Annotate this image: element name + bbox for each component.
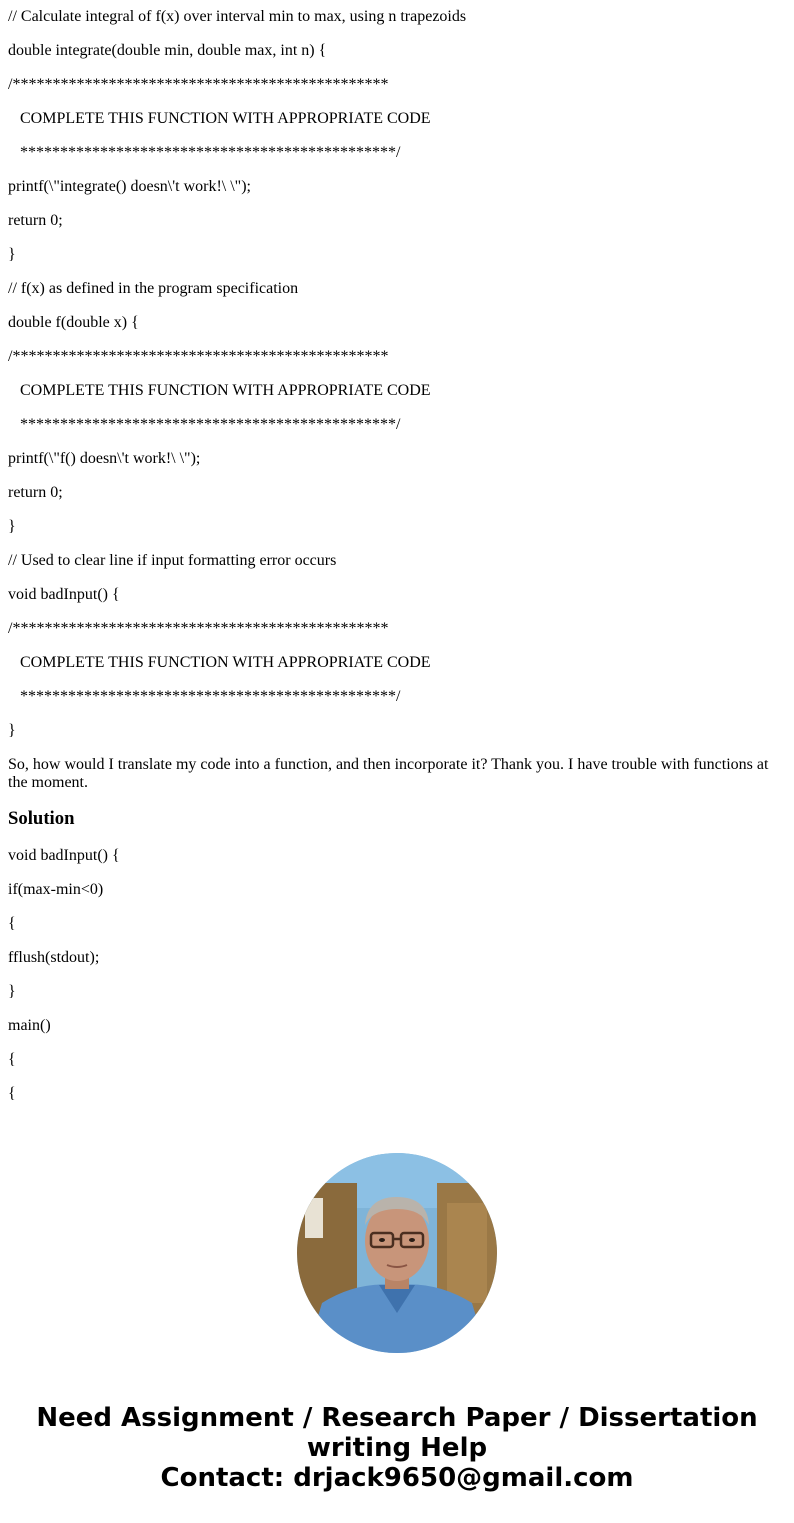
solution-line: { (8, 1051, 16, 1068)
code-line: ***********************************************/ (8, 416, 401, 433)
solution-line: main() (8, 1017, 51, 1034)
code-line: // Calculate integral of f(x) over interval min to max, using n trapezoids (8, 8, 467, 25)
code-line: } (8, 722, 16, 739)
code-line: return 0; (8, 484, 63, 501)
question-paragraph: So, how would I translate my code into a function, and then incorporate it? Thank you. I have trouble with functions at the moment. (8, 756, 769, 791)
solution-line: { (8, 915, 16, 932)
code-line: void badInput() { (8, 586, 120, 603)
code-line: ***********************************************/ (8, 144, 401, 161)
solution-line: { (8, 1085, 16, 1102)
banner-contact-line: Contact: drjack9650@gmail.com (160, 1463, 634, 1493)
code-line: printf(\"integrate() doesn\'t work!\ \"); (8, 178, 251, 195)
contact-banner (0, 1403, 794, 1493)
code-line: /*********************************************** (8, 76, 389, 93)
solution-line: fflush(stdout); (8, 949, 100, 966)
code-line: COMPLETE THIS FUNCTION WITH APPROPRIATE CODE (8, 654, 431, 671)
code-line: // f(x) as defined in the program specification (8, 280, 299, 297)
code-line: return 0; (8, 212, 63, 229)
solution-heading: Solution (8, 808, 75, 829)
code-line: COMPLETE THIS FUNCTION WITH APPROPRIATE CODE (8, 382, 431, 399)
document-body (8, 8, 786, 1119)
code-line: ***********************************************/ (8, 688, 401, 705)
code-line: printf(\"f() doesn\'t work!\ \"); (8, 450, 201, 467)
solution-line: void badInput() { (8, 847, 120, 864)
code-line: double integrate(double min, double max, int n) { (8, 42, 327, 59)
code-line: double f(double x) { (8, 314, 139, 331)
solution-line: } (8, 983, 16, 1000)
code-line: /*********************************************** (8, 620, 389, 637)
code-line: COMPLETE THIS FUNCTION WITH APPROPRIATE CODE (8, 110, 431, 127)
banner-line: Need Assignment / Research Paper / Dissertation (36, 1403, 758, 1433)
author-photo (297, 1153, 497, 1353)
code-line: } (8, 246, 16, 263)
code-line: // Used to clear line if input formatting error occurs (8, 552, 337, 569)
solution-line: if(max-min<0) (8, 881, 104, 898)
portrait-image (297, 1153, 497, 1353)
code-line: } (8, 518, 16, 535)
code-line: /*********************************************** (8, 348, 389, 365)
banner-line: writing Help (306, 1433, 488, 1463)
